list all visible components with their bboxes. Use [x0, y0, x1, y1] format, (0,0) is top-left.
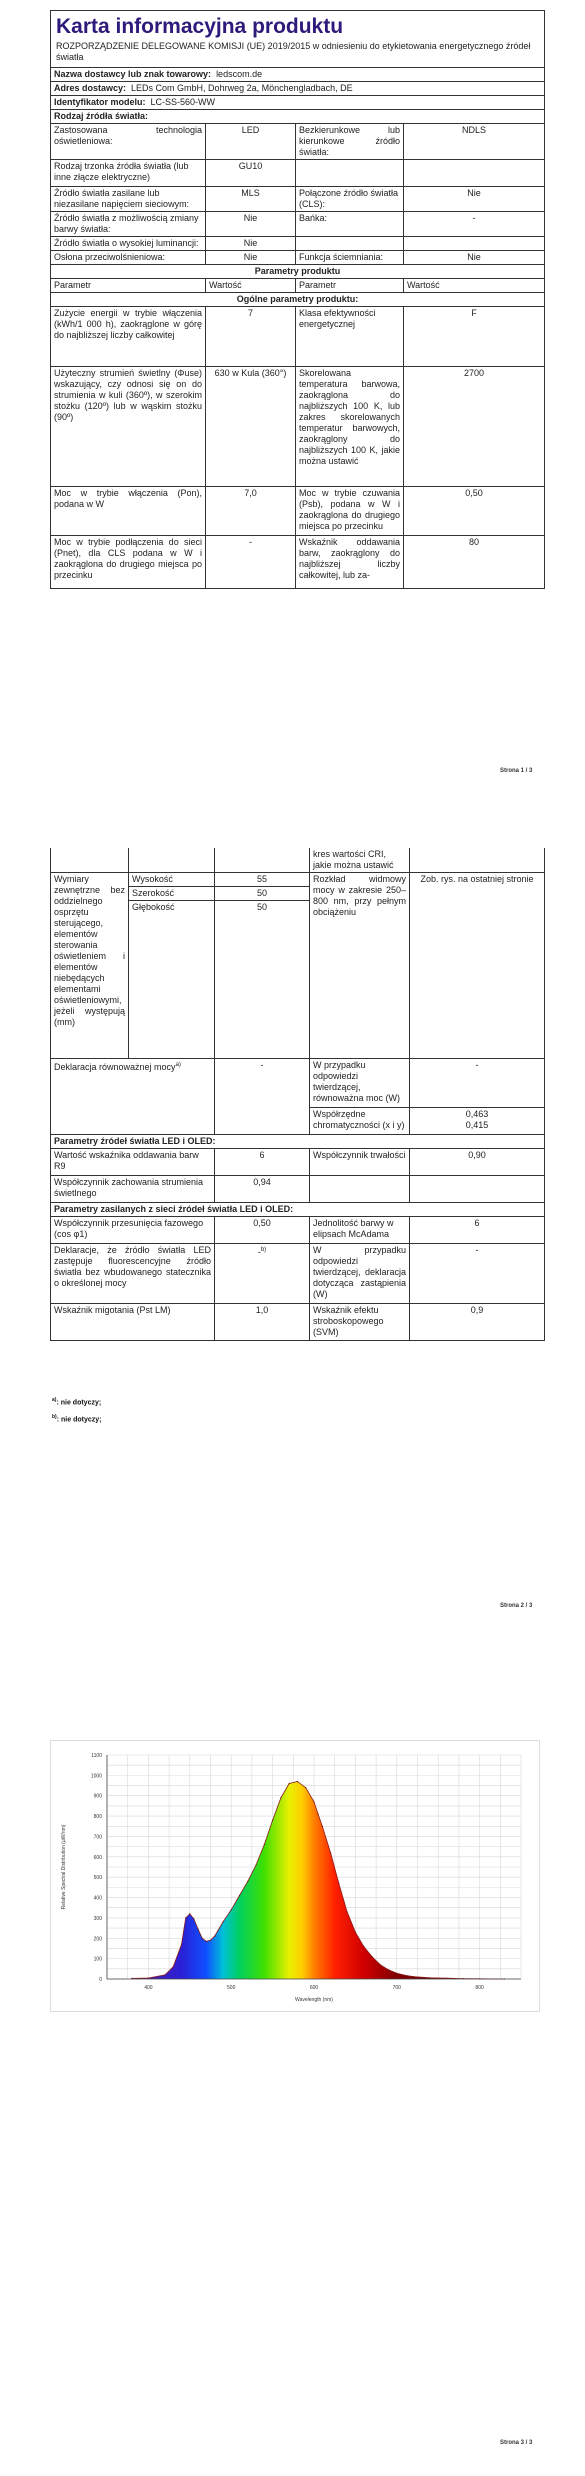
equiv-power-label: Deklaracja równoważnej mocy [54, 1062, 176, 1072]
y-tick-label: 800 [93, 1814, 102, 1821]
spectrum-point [189, 1913, 190, 1914]
col-param-header: Parametr [51, 279, 206, 293]
on-mode-power-value: 7,0 [206, 487, 296, 536]
footnote-a-text: : nie dotyczy; [56, 1399, 102, 1407]
luminous-flux-value: 630 w Kula (360°) [206, 367, 296, 487]
y-tick-label: 0 [99, 1977, 102, 1983]
x-axis-label: Wavelength (nm) [295, 1997, 333, 2003]
spectrum-point [347, 1911, 348, 1912]
lumen-maintenance-label: Współczynnik zachowania strumienia świetlnego [51, 1176, 215, 1203]
product-info-table-1 [50, 10, 545, 589]
spectrum-point [371, 1956, 372, 1957]
spectrum-point [289, 1783, 290, 1784]
spectrum-point [148, 1977, 149, 1978]
stroboscopic-value: 0,9 [410, 1304, 545, 1341]
mains-params-header: Parametry zasilanych z sieci źródeł światła LED i OLED: [51, 1203, 545, 1217]
survival-label: Współczynnik trwałości [310, 1149, 410, 1176]
tunable-value: Nie [206, 212, 296, 237]
spectrum-point [164, 1974, 165, 1975]
empty-cell [404, 237, 545, 251]
luminous-flux-label: Użyteczny strumień świetlny (Φuse) wskazujący, czy odnosi się on do strumienia w kuli (360º), w szerokim stożku (120º) lub w wąskim stożku (90º) [51, 367, 206, 487]
footnote-b-ref: b) [260, 1247, 267, 1253]
footnote-a-mark: a) [52, 1397, 57, 1403]
equiv-power-label-cell [51, 1059, 215, 1135]
supplier-name-row [51, 68, 545, 82]
flicker-value: 1,0 [215, 1304, 310, 1341]
y-tick-label: 300 [93, 1915, 102, 1922]
network-standby-value: - [206, 536, 296, 589]
spd-value: Zob. rys. na ostatniej stronie [410, 873, 545, 1059]
page-number-2: Strona 2 / 3 [500, 1603, 533, 1609]
spectrum-point [222, 1921, 223, 1922]
chromaticity-label: Współrzędne chromatyczności (x i y) [310, 1108, 410, 1135]
survival-value: 0,90 [410, 1149, 545, 1176]
stroboscopic-label: Wskaźnik efektu stroboskopowego (SVM) [310, 1304, 410, 1341]
empty-cell [296, 237, 404, 251]
anti-glare-label: Osłona przeciwolśnieniowa: [51, 251, 206, 265]
footnote-b-text: : nie dotyczy; [56, 1416, 102, 1424]
width-value: 50 [215, 887, 310, 901]
spectrum-point [193, 1918, 194, 1919]
chromaticity-x: 0,463 [465, 1109, 489, 1119]
power-factor-value: 0,50 [215, 1217, 310, 1244]
y-tick-label: 500 [93, 1875, 102, 1882]
page-2 [50, 848, 544, 1341]
spectrum-point [429, 1977, 430, 1978]
model-row [51, 96, 545, 110]
y-tick-label: 1100 [91, 1753, 102, 1759]
address-row [51, 82, 545, 96]
envelope-label: Bańka: [296, 212, 404, 237]
address-value: LEDs Com GmbH, Dohrweg 2a, Mönchengladbach, DE [131, 83, 353, 93]
spectral-chart-svg [51, 1741, 539, 2011]
empty-cell [129, 848, 215, 873]
supplier-name-value: ledscom.de [216, 69, 263, 79]
replacement-watt-label: W przypadku odpowiedzi twierdzącej, deklaracja dotycząca zastąpienia (W) [310, 1244, 410, 1304]
anti-glare-value: Nie [206, 251, 296, 265]
r9-value: 6 [215, 1149, 310, 1176]
spectrum-point [313, 1801, 314, 1802]
empty-cell [215, 848, 310, 873]
energy-consumption-value: 7 [206, 307, 296, 367]
source-type-header: Rodzaj źródła światła: [51, 110, 545, 124]
energy-consumption-label: Zużycie energii w trybie włączenia (kWh/1 000 h), zaokrąglone w górę do najbliższej liczby całkowitej [51, 307, 206, 367]
y-axis-label: Relative Spectral Distribution (µW/nm) [61, 1824, 67, 1910]
general-params-header: Ogólne parametry produktu: [51, 293, 545, 307]
model-value: LC-SS-560-WW [150, 97, 216, 107]
energy-class-value: F [404, 307, 545, 367]
envelope-value: - [404, 212, 545, 237]
page-1 [50, 10, 544, 589]
y-tick-label: 200 [93, 1936, 102, 1943]
equiv-watt-value: - [410, 1059, 545, 1108]
cls-value: Nie [404, 187, 545, 212]
cls-label: Połączone źródło światła (CLS): [296, 187, 404, 212]
cct-value: 2700 [404, 367, 545, 487]
y-tick-label: 600 [93, 1854, 102, 1861]
page-number-1: Strona 1 / 3 [500, 768, 533, 774]
spectrum-point [214, 1936, 215, 1937]
empty-cell [51, 848, 129, 873]
technology-value: LED [206, 124, 296, 160]
energy-class-label: Klasa efektywności energetycznej [296, 307, 404, 367]
standby-power-label: Moc w trybie czuwania (Psb), podana w W i zaokrąglona do drugiego miejsca po przecinku [296, 487, 404, 536]
title-cell [51, 11, 545, 68]
spectrum-point [380, 1964, 381, 1965]
high-luminance-label: Źródło światła o wysokiej luminancji: [51, 237, 206, 251]
x-tick-label: 700 [392, 1985, 401, 1991]
spectrum-point [305, 1787, 306, 1788]
directional-value: NDLS [404, 124, 545, 160]
mains-label: Źródło światła zasilane lub niezasilane napięciem sieciowym: [51, 187, 206, 212]
spectrum-point [338, 1883, 339, 1884]
page-number-3: Strona 3 / 3 [500, 2440, 533, 2446]
address-label: Adres dostawcy: [54, 83, 127, 93]
empty-cell [296, 160, 404, 187]
cct-label: Skorelowana temperatura barwowa, zaokrąglona do najbliższych 100 K, lub zakres skorelowanych temperatur barwowych, zaokrąglony do najbliższych 100 K, jakie można ustawić [296, 367, 404, 487]
mcadam-value: 6 [410, 1217, 545, 1244]
product-info-table-2 [50, 848, 545, 1341]
empty-cell [410, 848, 545, 873]
replacement-label: Deklaracje, że źródło światła LED zastępuje fluorescencyjne źródło światła bez wbudowanego statecznika o określonej mocy [51, 1244, 215, 1304]
spectrum-point [231, 1909, 232, 1910]
high-luminance-value: Nie [206, 237, 296, 251]
equiv-watt-label: W przypadku odpowiedzi twierdzącej, równoważna moc (W) [310, 1059, 410, 1108]
model-label: Identyfikator modelu: [54, 97, 146, 107]
x-tick-label: 600 [309, 1985, 319, 1991]
spectrum-area [132, 1782, 505, 1980]
y-tick-label: 400 [93, 1895, 102, 1902]
spectrum-point [264, 1844, 265, 1845]
spectrum-point [255, 1864, 256, 1865]
spectrum-point [239, 1895, 240, 1896]
spectrum-point [355, 1932, 356, 1933]
mains-value: MLS [206, 187, 296, 212]
footnote-b [52, 1414, 101, 1423]
cap-type-label: Rodzaj trzonka źródła światła (lub inne złącze elektryczne) [51, 160, 206, 187]
flicker-label: Wskaźnik migotania (Pst LM) [51, 1304, 215, 1341]
spectrum-point [202, 1938, 203, 1939]
col-value-header: Wartość [404, 279, 545, 293]
regulation-text: ROZPORZĄDZENIE DELEGOWANE KOMISJI (UE) 2019/2015 w odniesieniu do etykietowania energetycznego źródeł światła [56, 41, 531, 62]
spectrum-point [247, 1881, 248, 1882]
dimmable-label: Funkcja ściemniania: [296, 251, 404, 265]
params-header: Parametry produktu [51, 265, 545, 279]
spectrum-point [413, 1976, 414, 1977]
x-tick-label: 500 [227, 1985, 236, 1991]
spectrum-point [198, 1929, 199, 1930]
y-tick-label: 700 [93, 1834, 102, 1841]
depth-label: Głębokość [129, 901, 215, 1059]
spectrum-point [185, 1917, 186, 1918]
chromaticity-y: 0,415 [465, 1120, 489, 1130]
on-mode-power-label: Moc w trybie włączenia (Pon), podana w W [51, 487, 206, 536]
r9-label: Wartość wskaźnika oddawania barw R9 [51, 1149, 215, 1176]
height-value: 55 [215, 873, 310, 887]
y-tick-label: 900 [93, 1793, 102, 1800]
led-params-header: Parametry źródeł światła LED i OLED: [51, 1135, 545, 1149]
x-tick-label: 800 [475, 1985, 484, 1991]
replacement-watt-value: - [410, 1244, 545, 1304]
height-label: Wysokość [129, 873, 215, 887]
dimmable-value: Nie [404, 251, 545, 265]
replacement-value: - [257, 1247, 261, 1257]
spectrum-point [210, 1940, 211, 1941]
width-label: Szerokość [129, 887, 215, 901]
spectrum-point [181, 1944, 182, 1945]
tunable-label: Źródło światła z możliwością zmiany barwy światła: [51, 212, 206, 237]
equiv-power-value: - [215, 1059, 310, 1135]
col-param-header: Parametr [296, 279, 404, 293]
footnote-a [52, 1397, 101, 1406]
mcadam-label: Jednolitość barwy w elipsach McAdama [310, 1217, 410, 1244]
spectrum-point [173, 1966, 174, 1967]
spectrum-point [280, 1797, 281, 1798]
spectral-distribution-chart [50, 1740, 540, 2012]
cap-type-value: GU10 [206, 160, 296, 187]
chromaticity-value [410, 1108, 545, 1135]
spectrum-point [272, 1820, 273, 1821]
spectrum-point [297, 1781, 298, 1782]
spectrum-point [396, 1973, 397, 1974]
empty-cell [404, 160, 545, 187]
network-standby-label: Moc w trybie podłączenia do sieci (Pnet), dla CLS podana w W i zaokrąglona do drugiego miejsca po przecinku [51, 536, 206, 589]
lumen-maintenance-value: 0,94 [215, 1176, 310, 1203]
depth-value: 50 [215, 901, 310, 1059]
replacement-value-cell [215, 1244, 310, 1304]
spectrum-point [330, 1852, 331, 1853]
directional-label: Bezkierunkowe lub kierunkowe źródło światła: [296, 124, 404, 160]
page-title: Karta informacyjna produktu [56, 15, 344, 38]
y-tick-label: 1000 [90, 1773, 102, 1780]
spectrum-point [318, 1814, 319, 1815]
dimensions-label: Wymiary zewnętrzne bez oddzielnego osprzętu sterującego, elementów sterowania oświetleniem i elementów niebędących elementami oświetleniowymi, jeżeli występują (mm) [51, 873, 129, 1059]
footnote-a-ref: a) [175, 1062, 181, 1068]
spectrum-point [363, 1946, 364, 1947]
power-factor-label: Współczynnik przesunięcia fazowego (cos φ1) [51, 1217, 215, 1244]
spectrum-point [388, 1969, 389, 1970]
standby-power-value: 0,50 [404, 487, 545, 536]
cri-value: 80 [404, 536, 545, 589]
footnote-b-mark: b) [52, 1414, 57, 1420]
spectrum-point [206, 1941, 207, 1942]
cri-continued: kres wartości CRI, jakie można ustawić [310, 848, 410, 873]
col-value-header: Wartość [206, 279, 296, 293]
spectrum-point [322, 1826, 323, 1827]
y-tick-label: 100 [93, 1956, 102, 1963]
empty-cell [310, 1176, 410, 1203]
supplier-name-label: Nazwa dostawcy lub znak towarowy: [54, 69, 212, 79]
x-tick-label: 400 [144, 1985, 153, 1991]
cri-label: Wskaźnik oddawania barw, zaokrąglony do najbliższej liczby całkowitej, lub za- [296, 536, 404, 589]
spd-label: Rozkład widmowy mocy w zakresie 250–800 nm, przy pełnym obciążeniu [310, 873, 410, 1059]
spectrum-point [405, 1975, 406, 1976]
technology-label: Zastosowana technologia oświetleniowa: [51, 124, 206, 160]
empty-cell [410, 1176, 545, 1203]
